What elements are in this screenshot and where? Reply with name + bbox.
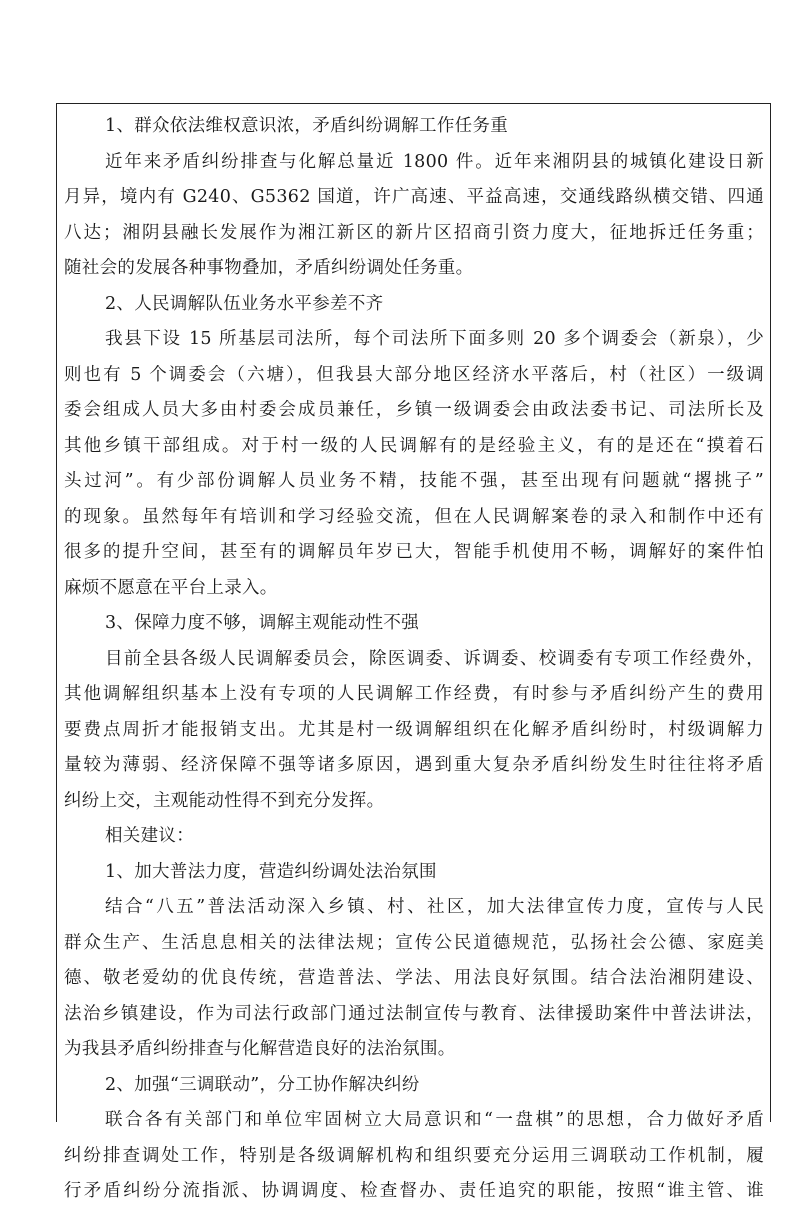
paragraph-line: 麻烦不愿意在平台上录入。 [64, 577, 278, 598]
paragraph-line: 目前全县各级人民调解委员会，除医调委、诉调委、校调委有专项工作经费外， [105, 648, 764, 669]
paragraph-line: 的现象。虽然每年有培训和学习经验交流，但在人民调解案卷的录入和制作中还有 [64, 506, 764, 527]
heading-1: 1、群众依法维权意识浓，矛盾纠纷调解工作任务重 [105, 116, 509, 136]
paragraph-line: 量较为薄弱、经济保障不强等诸多原因，遇到重大复杂矛盾纠纷发生时往往将矛盾 [64, 755, 764, 775]
paragraph-line: 行矛盾纠纷分流指派、协调调度、检查督办、责任追究的职能，按照“谁主管、谁 [64, 1181, 764, 1201]
paragraph-line: 头过河”。有少部份调解人员业务不精，技能不强，甚至出现有问题就“撂挑子” [64, 471, 764, 491]
suggestion-2-heading: 2、加强“三调联动”，分工协作解决纠纷 [105, 1074, 420, 1095]
paragraph-line: 群众生产、生活息息相关的法律法规；宣传公民道德规范，弘扬社会公德、家庭美 [64, 932, 764, 953]
heading-2: 2、人民调解队伍业务水平参差不齐 [105, 293, 384, 314]
paragraph-line: 八达；湘阴县融长发展作为湘江新区的新片区招商引资力度大，征地拆迁任务重； [64, 222, 764, 243]
paragraph-line: 其他调解组织基本上没有专项的人民调解工作经费，有时参与矛盾纠纷产生的费用 [64, 684, 764, 704]
paragraph-line: 近年来矛盾纠纷排查与化解总量近 1800 件。近年来湘阴县的城镇化建设日新 [105, 151, 764, 172]
paragraph-line: 为我县矛盾纠纷排查与化解营造良好的法治氛围。 [64, 1039, 456, 1059]
paragraph-line: 委会组成人员大多由村委会成员兼任，乡镇一级调委会由政法委书记、司法所长及 [64, 400, 764, 420]
paragraph-line: 结合“八五”普法活动深入乡镇、村、社区，加大法律宣传力度，宣传与人民 [105, 897, 764, 917]
paragraph-line: 月异，境内有 G240、G5362 国道，许广高速、平益高速，交通线路纵横交错、四通 [64, 187, 764, 207]
paragraph-line: 很多的提升空间，甚至有的调解员年岁已大，智能手机使用不畅，调解好的案件怕 [64, 542, 764, 562]
paragraph-line: 法治乡镇建设，作为司法行政部门通过法制宣传与教育、法律援助案件中普法讲法， [64, 1003, 764, 1024]
paragraph-line: 则也有 5 个调委会（六塘），但我县大部分地区经济水平落后，村（社区）一级调 [64, 364, 764, 385]
paragraph-line: 联合各有关部门和单位牢固树立大局意识和“一盘棋”的思想，合力做好矛盾 [105, 1110, 764, 1130]
paragraph-line: 要费点周折才能报销支出。尤其是村一级调解组织在化解矛盾纠纷时，村级调解力 [64, 719, 764, 740]
suggestions-heading: 相关建议： [105, 826, 194, 846]
paragraph-line: 纠纷排查调处工作，特别是各级调解机构和组织要充分运用三调联动工作机制，履 [64, 1145, 764, 1166]
document-body [64, 109, 764, 1210]
paragraph-line: 其他乡镇干部组成。对于村一级的人民调解有的是经验主义，有的是还在“摸着石 [64, 435, 764, 456]
paragraph-line: 纠纷上交，主观能动性得不到充分发挥。 [64, 790, 385, 811]
paragraph-line: 随社会的发展各种事物叠加，矛盾纠纷调处任务重。 [64, 258, 474, 278]
paragraph-line: 我县下设 15 所基层司法所，每个司法所下面多则 20 多个调委会（新泉），少 [105, 329, 764, 349]
heading-3: 3、保障力度不够，调解主观能动性不强 [105, 613, 420, 633]
paragraph-line: 德、敬老爱幼的优良传统，营造普法、学法、用法良好氛围。结合法治湘阴建设、 [64, 968, 764, 988]
suggestion-1-heading: 1、加大普法力度，营造纠纷调处法治氛围 [105, 861, 437, 882]
